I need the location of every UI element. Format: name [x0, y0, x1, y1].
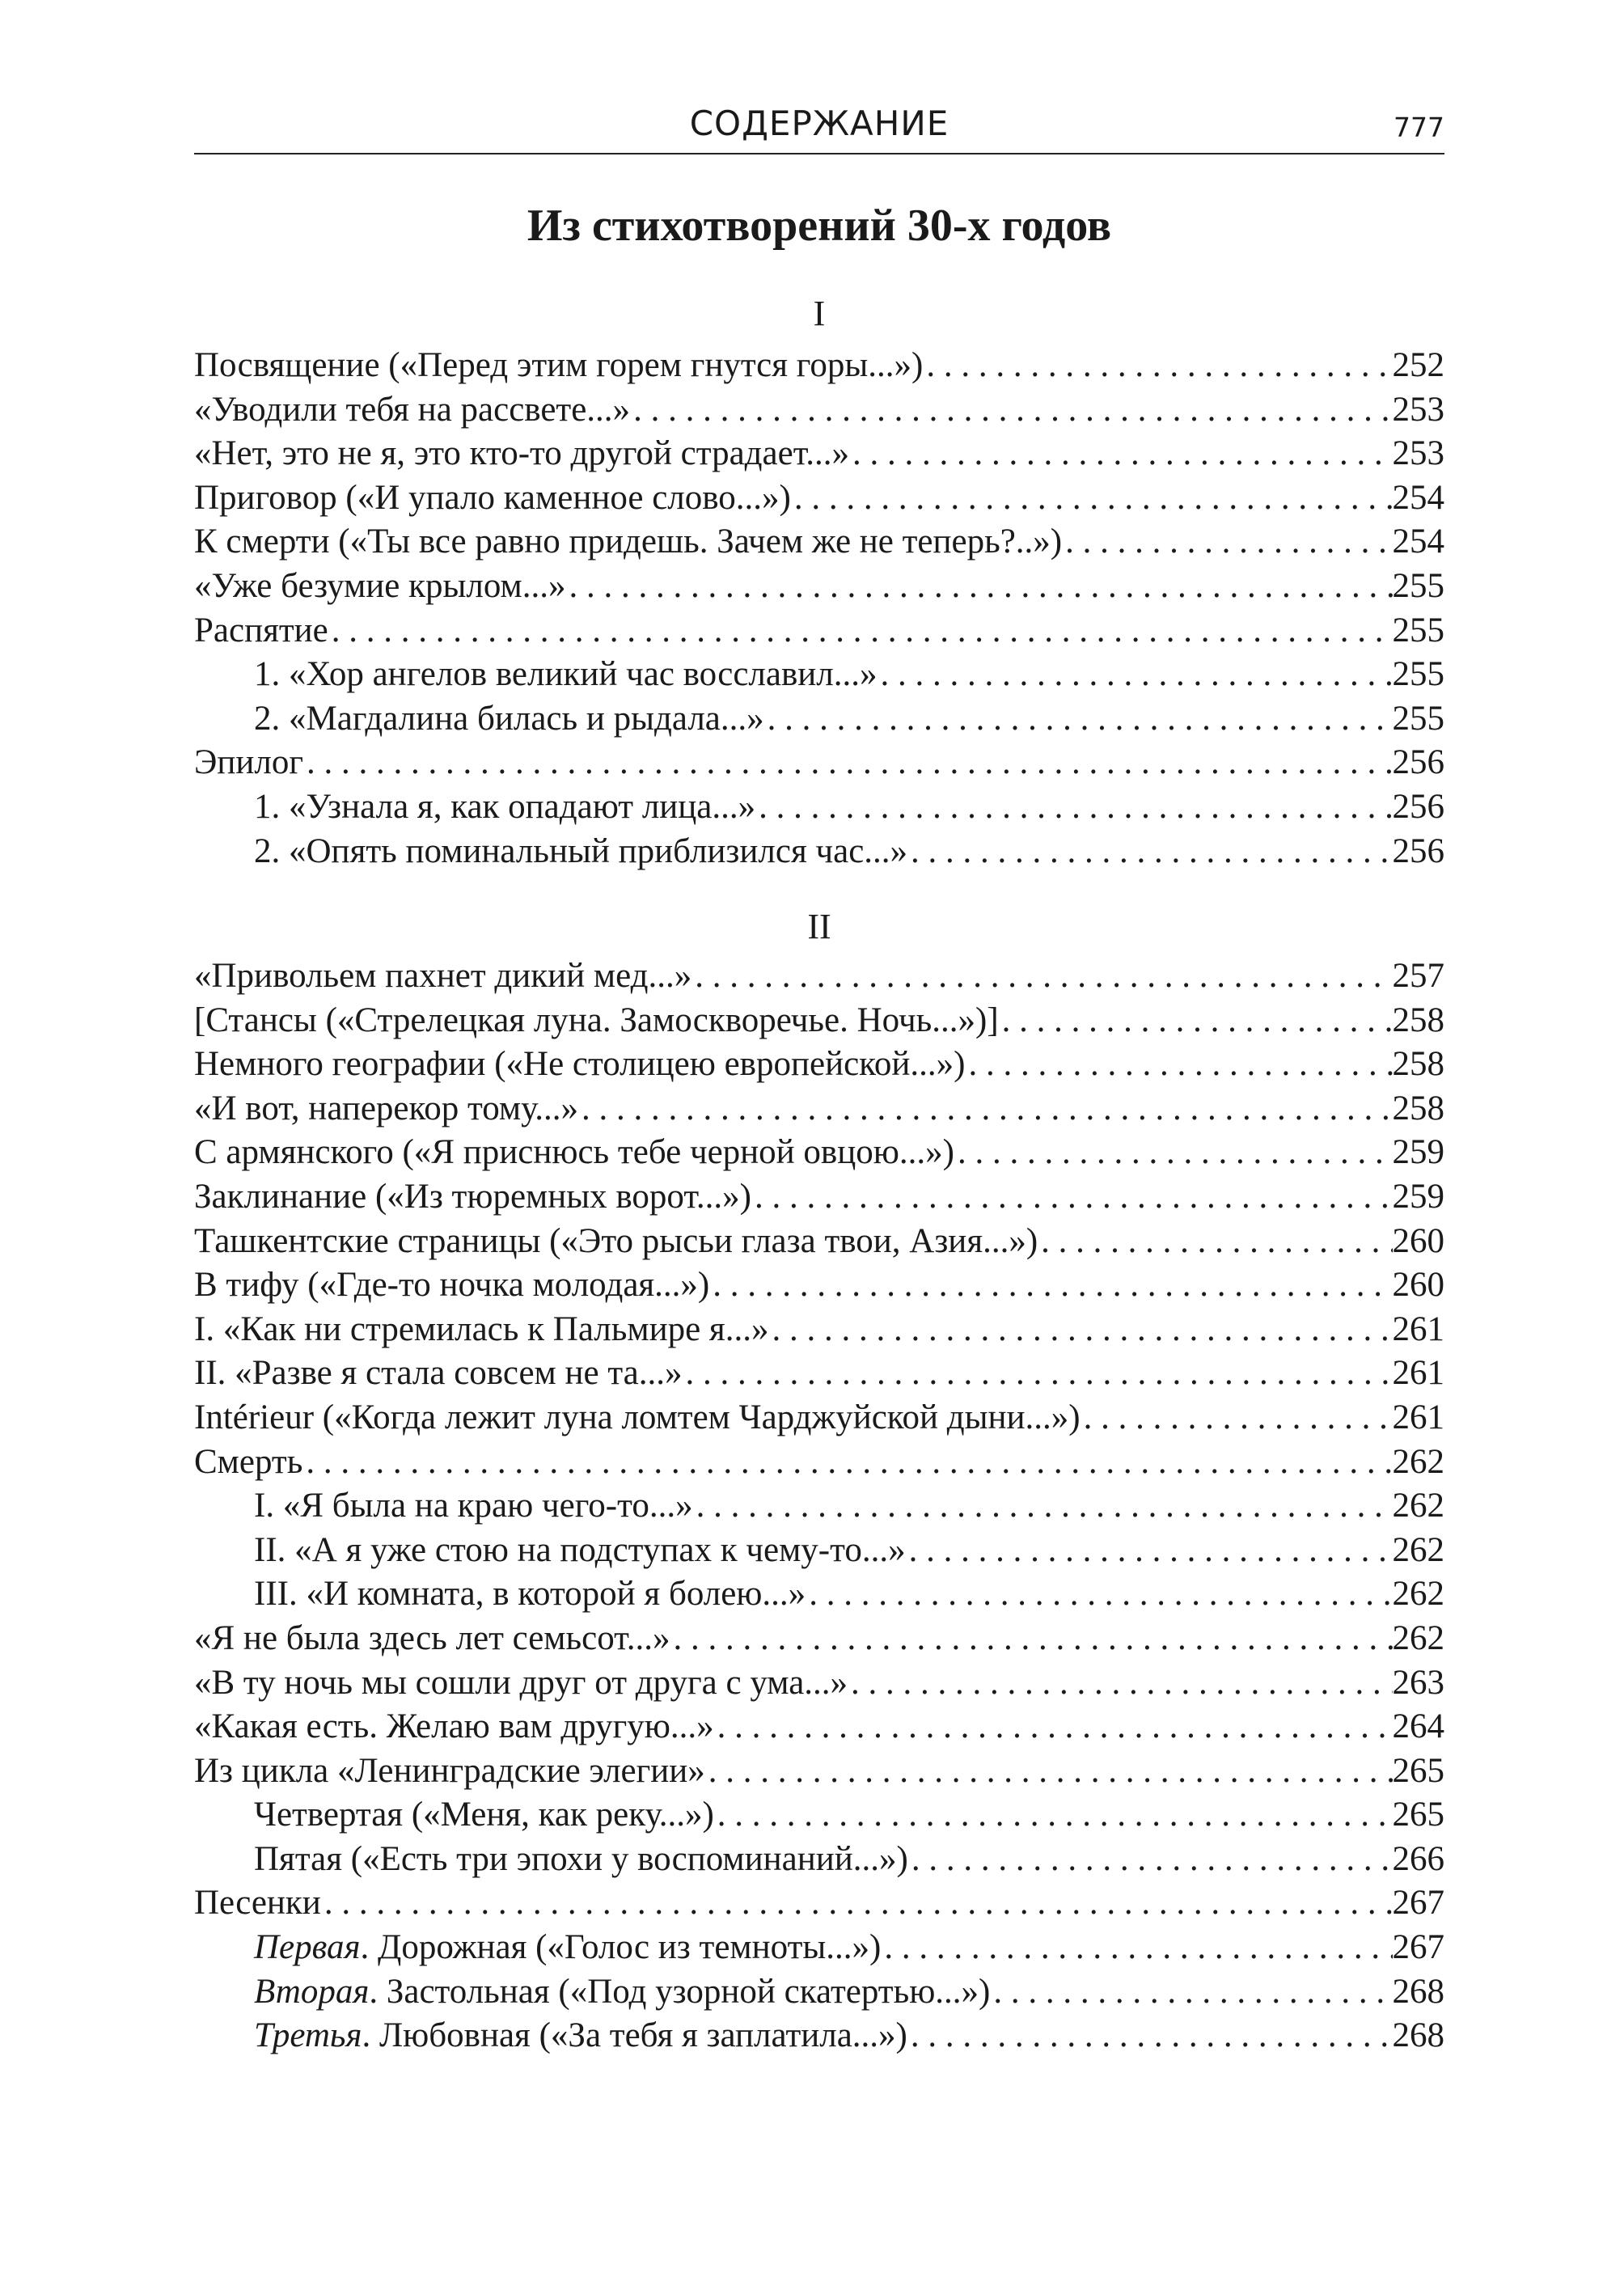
toc-leader-dots — [693, 1484, 1393, 1529]
toc-entry — [194, 1749, 1444, 1794]
toc-entry-title — [254, 2014, 907, 2058]
toc-entry — [194, 999, 1444, 1043]
toc-leader-dots — [848, 1661, 1392, 1706]
toc-leader-dots — [907, 830, 1392, 874]
toc-leader-dots — [906, 1529, 1393, 1573]
toc-entry-title — [194, 520, 1062, 565]
toc-leader-dots — [755, 785, 1392, 830]
toc-entry-page: 263 — [1392, 1663, 1444, 1702]
toc-entry — [194, 1838, 1444, 1882]
toc-entry-page: 258 — [1392, 1001, 1444, 1039]
toc-entry-title-text: Посвящение («Перед этим горем гнутся горы...») — [194, 346, 924, 384]
running-title: СОДЕРЖАНИЕ — [689, 104, 949, 143]
toc-entry — [194, 1572, 1444, 1617]
toc-entry-title-text: 1. «Хор ангелов великий час восславил...» — [254, 655, 878, 694]
toc-entry-title-text: Заклинание («Из тюремных ворот...») — [194, 1177, 751, 1216]
toc-entry-title — [194, 1263, 709, 1308]
toc-leader-dots — [321, 1881, 1393, 1926]
toc-entry-page: 257 — [1392, 957, 1444, 995]
toc-entry-title — [254, 1529, 906, 1573]
toc-entry-title-text: Эпилог — [194, 743, 304, 782]
toc-entry-page: 255 — [1392, 655, 1444, 694]
toc-part-2 — [194, 954, 1444, 2058]
toc-entry-title-text: 1. «Узнала я, как опадают лица...» — [254, 787, 756, 826]
toc-entry — [194, 1220, 1444, 1264]
toc-leader-dots — [691, 954, 1392, 999]
toc-entry-title-text: Пятая («Есть три эпохи у воспоминаний...») — [254, 1839, 908, 1878]
toc-entry-title-text: «В ту ночь мы сошли друг от друга с ума...» — [194, 1663, 848, 1702]
toc-entry-title-text: Ташкентские страницы («Это рысьи глаза твои, Азия...») — [194, 1221, 1038, 1260]
toc-entry — [194, 1175, 1444, 1220]
toc-entry-title-italic: Вторая — [254, 1972, 370, 2011]
toc-entry-page: 255 — [1392, 566, 1444, 605]
toc-entry-page: 262 — [1392, 1530, 1444, 1569]
toc-entry — [194, 1881, 1444, 1926]
toc-entry-title — [194, 741, 303, 785]
toc-entry — [194, 1308, 1444, 1352]
toc-leader-dots — [907, 2014, 1393, 2058]
toc-entry-title-text: «И вот, наперекор тому...» — [194, 1089, 579, 1127]
toc-entry-title-text: II. «А я уже стою на подступах к чему-то...» — [254, 1530, 906, 1569]
toc-entry-title-text: Приговор («И упало каменное слово...») — [194, 478, 791, 517]
toc-entry-title-text: В тифу («Где-то ночка молодая...») — [194, 1266, 710, 1305]
toc-entry-title-text: «Нет, это не я, это кто-то другой страдает...» — [194, 434, 850, 473]
toc-entry-title — [194, 344, 923, 388]
toc-leader-dots — [881, 1926, 1392, 1970]
toc-entry-title — [254, 697, 764, 742]
toc-entry — [194, 1087, 1444, 1132]
toc-entry-title-text: I. «Я была на краю чего-то...» — [254, 1487, 693, 1525]
toc-entry — [194, 653, 1444, 697]
toc-leader-dots — [923, 344, 1392, 388]
toc-entry — [194, 1926, 1444, 1970]
toc-entry-page: 261 — [1392, 1309, 1444, 1348]
toc-leader-dots — [578, 1087, 1392, 1132]
toc-entry-title — [194, 1308, 768, 1352]
toc-leader-dots — [806, 1572, 1392, 1617]
toc-entry-page: 268 — [1392, 1972, 1444, 2011]
toc-entry-title — [194, 1881, 321, 1926]
toc-entry-title — [194, 1617, 670, 1661]
toc-leader-dots — [768, 1308, 1392, 1352]
toc-leader-dots — [1038, 1220, 1392, 1264]
toc-leader-dots — [764, 697, 1393, 742]
toc-entry — [194, 1043, 1444, 1087]
toc-leader-dots — [566, 565, 1393, 609]
toc-entry-page: 256 — [1392, 831, 1444, 870]
toc-entry-title — [194, 1396, 1081, 1441]
toc-entry — [194, 1970, 1444, 2015]
toc-entry-title — [194, 1043, 965, 1087]
toc-entry-page: 256 — [1392, 743, 1444, 782]
toc-entry-title-italic: Третья — [254, 2016, 362, 2055]
page-number: 777 — [1394, 112, 1444, 143]
toc-entry-page: 253 — [1392, 390, 1444, 429]
toc-entry — [194, 476, 1444, 521]
toc-entry-title-text: III. «И комната, в которой я болею...» — [254, 1575, 806, 1614]
toc-entry — [194, 785, 1444, 830]
toc-entry-title — [194, 476, 791, 521]
running-head — [194, 97, 1444, 155]
toc-entry-title-text: Песенки — [194, 1884, 321, 1923]
toc-entry-title — [254, 1572, 806, 1617]
toc-entry-page: 267 — [1392, 1928, 1444, 1967]
toc-entry-title-italic: Первая — [254, 1928, 361, 1967]
toc-entry-page: 266 — [1392, 1839, 1444, 1878]
toc-entry-page: 265 — [1392, 1751, 1444, 1790]
toc-entry-title — [194, 1352, 683, 1396]
toc-entry-title — [254, 1484, 693, 1529]
toc-leader-dots — [328, 609, 1393, 654]
toc-entry-title — [254, 785, 755, 830]
toc-entry — [194, 1529, 1444, 1573]
toc-entry — [194, 697, 1444, 742]
toc-entry-title-text: «Привольем пахнет дикий мед...» — [194, 957, 692, 995]
toc-entry-title-text: . Застольная («Под узорной скатертью...») — [369, 1972, 991, 2011]
toc-entry — [194, 1705, 1444, 1749]
toc-entry-title — [254, 1793, 714, 1838]
toc-entry-page: 258 — [1392, 1089, 1444, 1127]
toc-leader-dots — [1062, 520, 1392, 565]
toc-entry-title — [254, 1970, 990, 2015]
toc-entry-title — [254, 830, 907, 874]
toc-leader-dots — [908, 1838, 1393, 1882]
toc-entry — [194, 1131, 1444, 1175]
toc-entry-title-text: . Дорожная («Голос из темноты...») — [360, 1928, 882, 1967]
toc-entry-title — [194, 954, 691, 999]
toc-entry-page: 262 — [1392, 1575, 1444, 1614]
toc-entry-title-text: 2. «Опять поминальный приблизился час...» — [254, 831, 908, 870]
toc-entry — [194, 830, 1444, 874]
toc-entry — [194, 565, 1444, 609]
toc-entry-title — [194, 1441, 302, 1485]
toc-entry — [194, 954, 1444, 999]
toc-entry-title-text: 2. «Магдалина билась и рыдала...» — [254, 699, 764, 738]
toc-entry — [194, 388, 1444, 433]
toc-entry-title — [194, 1175, 751, 1220]
toc-entry-title-text: . Любовная («За тебя я заплатила...») — [362, 2016, 907, 2055]
toc-entry — [194, 1396, 1444, 1441]
toc-entry-title-text: Четвертая («Меня, как реку...») — [254, 1796, 714, 1834]
toc-entry-page: 256 — [1392, 787, 1444, 826]
toc-entry-title — [194, 1087, 578, 1132]
toc-entry-title-text: Смерть — [194, 1442, 303, 1481]
toc-entry-title — [194, 432, 849, 476]
toc-entry-title — [194, 1220, 1038, 1264]
toc-entry-title — [194, 999, 999, 1043]
toc-entry-page: 252 — [1392, 346, 1444, 384]
toc-entry-title-text: Из цикла «Ленинградские элегии» — [194, 1751, 705, 1790]
toc-entry-title — [194, 1661, 848, 1706]
toc-entry-page: 267 — [1392, 1884, 1444, 1923]
toc-entry — [194, 741, 1444, 785]
toc-entry-title-text: Распятие — [194, 611, 328, 649]
toc-leader-dots — [630, 388, 1392, 433]
toc-leader-dots — [714, 1705, 1393, 1749]
toc-leader-dots — [954, 1131, 1393, 1175]
toc-entry-title-text: Intérieur («Когда лежит луна ломтем Чарджуйской дыни...») — [194, 1398, 1081, 1436]
toc-entry-title — [194, 388, 630, 433]
toc-leader-dots — [1081, 1396, 1393, 1441]
toc-entry-title — [254, 653, 878, 697]
section-title: Из стихотворений 30-х годов — [527, 201, 1112, 251]
toc-leader-dots — [849, 432, 1392, 476]
toc-entry-title — [254, 1926, 881, 1970]
toc-entry — [194, 1661, 1444, 1706]
toc-entry-title-text: К смерти («Ты все равно придешь. Зачем же не теперь?..») — [194, 522, 1063, 561]
toc-entry-page: 262 — [1392, 1442, 1444, 1481]
toc-leader-dots — [878, 653, 1393, 697]
toc-entry-page: 253 — [1392, 434, 1444, 473]
toc-entry-title — [194, 1749, 705, 1794]
toc-entry-title-text: «Уже безумие крылом...» — [194, 566, 566, 605]
toc-entry-page: 261 — [1392, 1354, 1444, 1393]
toc-leader-dots — [303, 741, 1392, 785]
part-heading-1: I — [813, 294, 826, 333]
toc-leader-dots — [302, 1441, 1392, 1485]
toc-entry-title — [254, 1838, 908, 1882]
toc-leader-dots — [714, 1793, 1393, 1838]
toc-entry-page: 254 — [1392, 522, 1444, 561]
toc-entry-title-text: «Какая есть. Желаю вам другую...» — [194, 1707, 714, 1746]
toc-entry — [194, 1352, 1444, 1396]
toc-leader-dots — [709, 1263, 1392, 1308]
toc-entry-title-text: [Стансы («Стрелецкая луна. Замоскворечье. Ночь...»)] — [194, 1001, 999, 1039]
toc-entry-page: 261 — [1392, 1398, 1444, 1436]
toc-entry — [194, 344, 1444, 388]
toc-entry-title-text: С армянского («Я приснюсь тебе черной овцою...») — [194, 1133, 954, 1172]
toc-entry — [194, 1441, 1444, 1485]
toc-entry — [194, 609, 1444, 654]
toc-entry-page: 264 — [1392, 1707, 1444, 1746]
toc-entry-page: 262 — [1392, 1618, 1444, 1657]
toc-entry-page: 259 — [1392, 1133, 1444, 1172]
toc-leader-dots — [683, 1352, 1393, 1396]
toc-entry-page: 255 — [1392, 611, 1444, 649]
toc-entry-title-text: Немного географии («Не столицею европейской...») — [194, 1045, 966, 1084]
toc-entry-page: 258 — [1392, 1045, 1444, 1084]
toc-entry-title — [194, 1705, 714, 1749]
header-rule — [194, 153, 1444, 154]
toc-entry-page: 260 — [1392, 1266, 1444, 1305]
toc-leader-dots — [751, 1175, 1393, 1220]
toc-leader-dots — [999, 999, 1393, 1043]
toc-entry-page: 265 — [1392, 1796, 1444, 1834]
toc-entry-title — [194, 609, 328, 654]
toc-leader-dots — [990, 1970, 1392, 2015]
toc-leader-dots — [791, 476, 1393, 521]
toc-leader-dots — [965, 1043, 1392, 1087]
toc-entry — [194, 520, 1444, 565]
toc-entry-title-text: «Я не была здесь лет семьсот...» — [194, 1618, 670, 1657]
toc-entry-page: 262 — [1392, 1487, 1444, 1525]
toc-entry — [194, 432, 1444, 476]
part-heading-2: II — [807, 907, 831, 946]
toc-entry-title-text: II. «Разве я стала совсем не та...» — [194, 1354, 683, 1393]
toc-entry — [194, 1793, 1444, 1838]
toc-part-1 — [194, 344, 1444, 874]
toc-entry-title-text: «Уводили тебя на рассвете...» — [194, 390, 631, 429]
toc-entry-title — [194, 1131, 954, 1175]
toc-entry-page: 259 — [1392, 1177, 1444, 1216]
toc-entry — [194, 1484, 1444, 1529]
toc-entry — [194, 2014, 1444, 2058]
toc-entry-page: 268 — [1392, 2016, 1444, 2055]
toc-entry — [194, 1263, 1444, 1308]
toc-leader-dots — [705, 1749, 1393, 1794]
toc-leader-dots — [670, 1617, 1392, 1661]
toc-entry-page: 254 — [1392, 478, 1444, 517]
toc-entry — [194, 1617, 1444, 1661]
toc-entry-page: 255 — [1392, 699, 1444, 738]
toc-entry-page: 260 — [1392, 1221, 1444, 1260]
toc-entry-title — [194, 565, 566, 609]
toc-entry-title-text: I. «Как ни стремилась к Пальмире я...» — [194, 1309, 769, 1348]
